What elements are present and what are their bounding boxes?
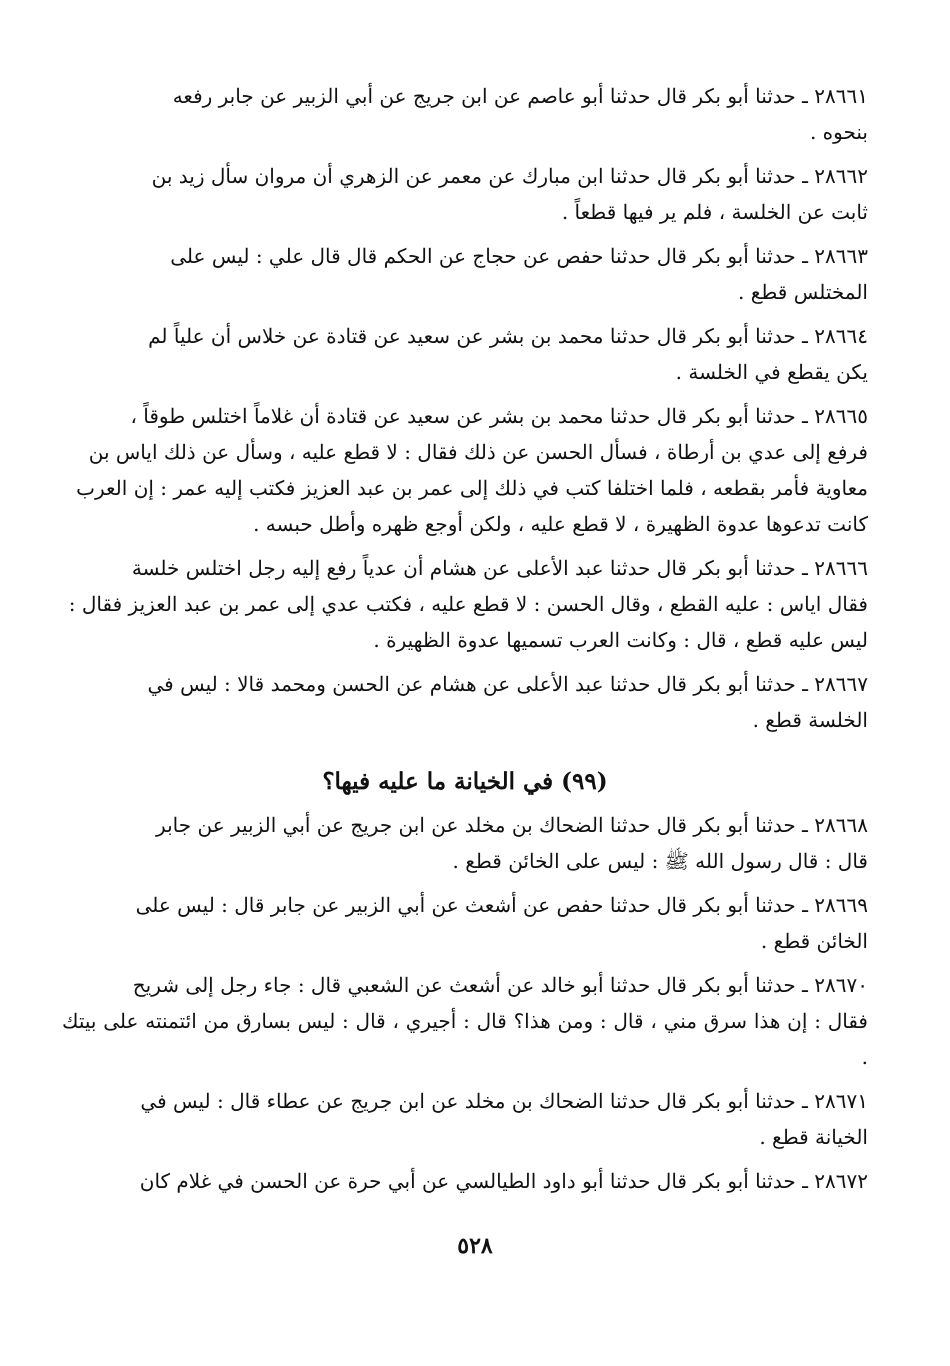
entry-line: ٢٨٦٧٢ ـ حدثنا أبو بكر قال حدثنا أبو داود الطيالسي عن أبي حرة عن الحسن في غلام كان <box>139 1169 868 1193</box>
hadith-entry <box>62 398 868 542</box>
page-number: ٥٢٨ <box>457 1233 493 1259</box>
entry-line: معاوية فأمر بقطعه ، فلما اختلفا كتب في ذلك إلى عمر بن عبد العزيز فكتب إليه عمر : إن العرب <box>76 476 868 500</box>
entry-line: ٢٨٦٦١ ـ حدثنا أبو بكر قال حدثنا أبو عاصم عن ابن جريج عن أبي الزبير عن جابر رفعه <box>172 84 868 108</box>
hadith-entry <box>62 78 868 150</box>
entry-line: الخيانة قطع . <box>759 1125 868 1149</box>
entry-line: ثابت عن الخلسة ، فلم ير فيها قطعاً . <box>561 200 868 224</box>
hadith-entry <box>62 550 868 658</box>
page-text <box>62 78 868 1207</box>
entry-line: الخلسة قطع . <box>752 708 868 732</box>
entry-line: ٢٨٦٦٣ ـ حدثنا أبو بكر قال حدثنا حفص عن حجاج عن الحكم قال قال علي : ليس على <box>170 244 868 268</box>
entry-line: ٢٨٦٧٠ ـ حدثنا أبو بكر قال حدثنا أبو خالد عن أشعث عن الشعبي قال : جاء رجل إلى شريح <box>132 973 868 997</box>
hadith-entry <box>62 158 868 230</box>
entry-line: كانت تدعوها عدوة الظهيرة ، لا قطع عليه ، ولكن أوجع ظهره وأطل حبسه . <box>253 512 868 536</box>
entry-line: ٢٨٦٧١ ـ حدثنا أبو بكر قال حدثنا الضحاك بن مخلد عن ابن جريج عن عطاء قال : ليس في <box>140 1089 868 1113</box>
hadith-entry <box>62 807 868 879</box>
entry-line: فقال اياس : عليه القطع ، وقال الحسن : لا قطع عليه ، فكتب عدي إلى عمر بن عبد العزيز فقال : <box>68 592 868 616</box>
entry-line: ٢٨٦٦٨ ـ حدثنا أبو بكر قال حدثنا الضحاك بن مخلد عن ابن جريج عن أبي الزبير عن جابر <box>156 813 868 837</box>
entry-line: ٢٨٦٦٤ ـ حدثنا أبو بكر قال حدثنا محمد بن بشر عن سعيد عن قتادة عن خلاس أن علياً لم <box>148 324 868 348</box>
hadith-entry <box>62 318 868 390</box>
hadith-entry <box>62 666 868 738</box>
hadith-entry <box>62 887 868 959</box>
entry-line: ٢٨٦٦٧ ـ حدثنا أبو بكر قال حدثنا عبد الأعلى عن هشام عن الحسن ومحمد قالا : ليس في <box>147 672 868 696</box>
section-heading: (٩٩) في الخيانة ما عليه فيها؟ <box>322 768 608 795</box>
hadith-entry <box>62 1083 868 1155</box>
entry-line: ليس عليه قطع ، قال : وكانت العرب تسميها عدوة الظهيرة . <box>373 628 868 652</box>
entry-line: الخائن قطع . <box>760 929 868 953</box>
entry-line: بنحوه . <box>809 120 868 144</box>
entries-top <box>62 78 868 738</box>
entry-line: قال : قال رسول الله ﷺ : ليس على الخائن قطع . <box>452 849 868 873</box>
hadith-entry <box>62 238 868 310</box>
entry-line: ٢٨٦٦٦ ـ حدثنا أبو بكر قال حدثنا عبد الأعلى عن هشام أن عدياً رفع إليه رجل اختلس خلسة <box>131 556 868 580</box>
entry-line: المختلس قطع . <box>738 280 868 304</box>
entry-line: فقال : إن هذا سرق مني ، قال : ومن هذا؟ قال : أجيري ، قال : ليس بسارق من ائتمنته على بيتك . <box>62 1009 868 1069</box>
hadith-entry <box>62 1163 868 1199</box>
entry-line: ٢٨٦٦٢ ـ حدثنا أبو بكر قال حدثنا ابن مبارك عن معمر عن الزهري أن مروان سأل زيد بن <box>151 164 868 188</box>
entry-line: ٢٨٦٦٥ ـ حدثنا أبو بكر قال حدثنا محمد بن بشر عن سعيد عن قتادة أن غلاماً اختلس طوقاً ، <box>130 404 868 428</box>
entry-line: ٢٨٦٦٩ ـ حدثنا أبو بكر قال حدثنا حفص عن أشعث عن أبي الزبير عن جابر قال : ليس على <box>135 893 868 917</box>
entries-bottom <box>62 807 868 1199</box>
entry-line: فرفع إلى عدي بن أرطاة ، فسأل الحسن عن ذلك فقال : لا قطع عليه ، وسأل عن ذلك اياس بن <box>88 440 868 464</box>
hadith-entry <box>62 967 868 1075</box>
entry-line: يكن يقطع في الخلسة . <box>675 360 868 384</box>
